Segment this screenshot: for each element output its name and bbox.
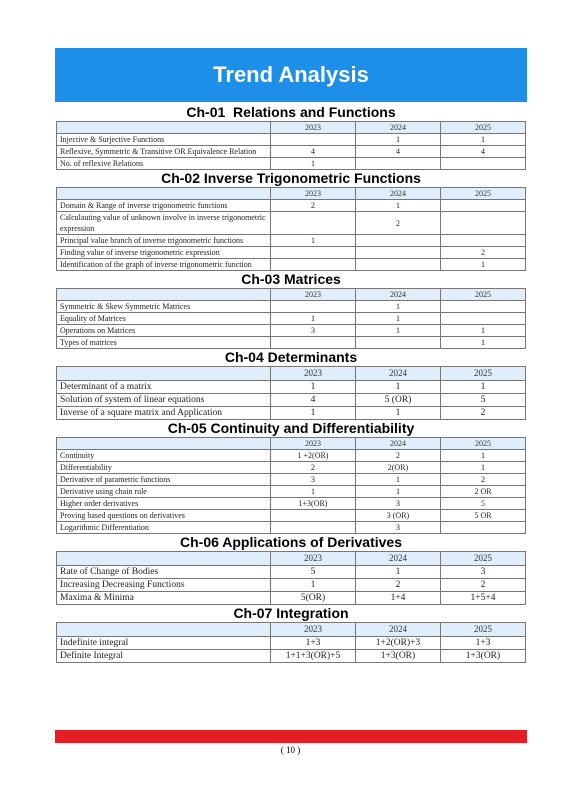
marks-cell: 1 [356, 301, 441, 313]
year-header: 2025 [441, 188, 526, 200]
marks-cell: 1+5+4 [441, 592, 526, 605]
page-number: ( 10 ) [280, 745, 301, 755]
topic-cell: Proving based questions on derivatives [57, 510, 271, 522]
table-header-row [57, 367, 526, 381]
year-header: 2023 [271, 552, 356, 566]
marks-cell: 1+3(OR) [441, 650, 526, 663]
marks-cell: 5 (OR) [356, 394, 441, 407]
topic-cell: No. of reflexive Relations [57, 158, 271, 170]
table-header-row [57, 552, 526, 566]
table-row [57, 450, 526, 462]
marks-cell [356, 337, 441, 349]
marks-cell: 1 [356, 566, 441, 579]
marks-cell: 1 [441, 337, 526, 349]
table-row [57, 200, 526, 212]
table-row [57, 462, 526, 474]
topic-cell: Reflexive, Symmetric & Transitive OR Equivalence Relation [57, 146, 271, 158]
marks-cell: 1+3 [271, 637, 356, 650]
trend-table [56, 551, 526, 605]
marks-cell: 5 OR [441, 510, 526, 522]
table-header-row [57, 122, 526, 134]
table-row [57, 146, 526, 158]
chapter-title: Ch-03 Matrices [241, 271, 341, 287]
table-row [57, 592, 526, 605]
marks-cell: 2 [441, 407, 526, 420]
footer-bar [55, 730, 527, 743]
year-header: 2023 [271, 623, 356, 637]
table-row [57, 498, 526, 510]
marks-cell: 2 [271, 462, 356, 474]
table-row [57, 650, 526, 663]
marks-cell: 2 [441, 579, 526, 592]
marks-cell [356, 247, 441, 259]
table-row [57, 325, 526, 337]
year-header: 2025 [441, 552, 526, 566]
marks-cell: 4 [271, 394, 356, 407]
year-header: 2025 [441, 289, 526, 301]
marks-cell: 1 [356, 486, 441, 498]
year-header: 2024 [356, 188, 441, 200]
marks-cell: 1 [441, 325, 526, 337]
table-row [57, 474, 526, 486]
trend-content [56, 104, 526, 663]
topic-cell: Derivative using chain rule [57, 486, 271, 498]
year-header: 2023 [271, 122, 356, 134]
marks-cell [441, 158, 526, 170]
marks-cell [271, 134, 356, 146]
topic-cell: Logarithmic Differentiation [57, 522, 271, 534]
marks-cell: 1+3(OR) [356, 650, 441, 663]
marks-cell [356, 158, 441, 170]
trend-table [56, 366, 526, 420]
marks-cell [441, 522, 526, 534]
table-row [57, 301, 526, 313]
marks-cell: 1 [271, 381, 356, 394]
marks-cell: 1 [356, 474, 441, 486]
chapter-title: Ch-04 Determinants [224, 349, 358, 365]
marks-cell: 1+1+3(OR)+5 [271, 650, 356, 663]
table-row [57, 407, 526, 420]
topic-cell: Inverse of a square matrix and Application [57, 407, 271, 420]
topic-cell: Increasing Decreasing Functions [57, 579, 271, 592]
header-blank [57, 289, 271, 301]
marks-cell: 5 [441, 498, 526, 510]
table-row [57, 313, 526, 325]
marks-cell: 1 [441, 381, 526, 394]
table-header-row [57, 623, 526, 637]
topic-cell: Differentiability [57, 462, 271, 474]
marks-cell: 1 [271, 486, 356, 498]
table-row [57, 337, 526, 349]
marks-cell: 1 [356, 313, 441, 325]
chapter-title: Ch-02 Inverse Trigonometric Functions [161, 170, 421, 186]
table-row [57, 510, 526, 522]
table-row [57, 579, 526, 592]
table-header-row [57, 289, 526, 301]
table-row [57, 134, 526, 146]
marks-cell: 1 [356, 407, 441, 420]
marks-cell: 2 [441, 247, 526, 259]
topic-cell: Equality of Matrices [57, 313, 271, 325]
marks-cell: 4 [356, 146, 441, 158]
marks-cell: 3 (OR) [356, 510, 441, 522]
table-row [57, 522, 526, 534]
year-header: 2024 [356, 289, 441, 301]
marks-cell [271, 510, 356, 522]
marks-cell: 1 [356, 200, 441, 212]
title-banner [55, 48, 527, 102]
topic-cell: Continuity [57, 450, 271, 462]
year-header: 2024 [356, 438, 441, 450]
marks-cell: 1+2(OR)+3 [356, 637, 441, 650]
marks-cell: 1+3 [441, 637, 526, 650]
marks-cell [271, 337, 356, 349]
marks-cell: 1 [441, 450, 526, 462]
topic-cell: Operations on Matrices [57, 325, 271, 337]
topic-cell: Determinant of a matrix [57, 381, 271, 394]
table-row [57, 259, 526, 271]
marks-cell [356, 259, 441, 271]
header-blank [57, 367, 271, 381]
topic-cell: Identification of the graph of inverse trigonometric function [57, 259, 271, 271]
page-title: Trend Analysis [213, 62, 369, 87]
topic-cell: Derivative of parametric functions [57, 474, 271, 486]
header-blank [57, 438, 271, 450]
topic-cell: Indefinite integral [57, 637, 271, 650]
marks-cell [271, 301, 356, 313]
header-blank [57, 623, 271, 637]
marks-cell: 1 [271, 158, 356, 170]
year-header: 2023 [271, 188, 356, 200]
year-header: 2025 [441, 367, 526, 381]
table-row [57, 381, 526, 394]
header-blank [57, 122, 271, 134]
year-header: 2023 [271, 438, 356, 450]
marks-cell [271, 247, 356, 259]
marks-cell: 1 [441, 462, 526, 474]
marks-cell: 1 [271, 313, 356, 325]
marks-cell: 5 [441, 394, 526, 407]
topic-cell: Domain & Range of inverse trigonometric functions [57, 200, 271, 212]
marks-cell: 4 [271, 146, 356, 158]
marks-cell [441, 200, 526, 212]
marks-cell: 2(OR) [356, 462, 441, 474]
marks-cell: 1 +2(OR) [271, 450, 356, 462]
table-row [57, 637, 526, 650]
marks-cell [271, 522, 356, 534]
topic-cell: Definite Integral [57, 650, 271, 663]
header-blank [57, 188, 271, 200]
marks-cell: 2 [356, 450, 441, 462]
chapter-title: Ch-05 Continuity and Differentiability [167, 420, 415, 436]
marks-cell [271, 259, 356, 271]
table-row [57, 212, 526, 235]
trend-table [56, 622, 526, 663]
topic-cell: Solution of system of linear equations [57, 394, 271, 407]
marks-cell: 3 [356, 522, 441, 534]
marks-cell: 1 [441, 134, 526, 146]
marks-cell: 1+3(OR) [271, 498, 356, 510]
marks-cell: 4 [441, 146, 526, 158]
year-header: 2023 [271, 367, 356, 381]
year-header: 2024 [356, 552, 441, 566]
trend-table [56, 121, 526, 170]
marks-cell: 2 [356, 579, 441, 592]
marks-cell: 1 [271, 407, 356, 420]
marks-cell: 2 OR [441, 486, 526, 498]
topic-cell: Rate of Change of Bodies [57, 566, 271, 579]
trend-table [56, 437, 526, 534]
year-header: 2024 [356, 122, 441, 134]
marks-cell [441, 313, 526, 325]
chapter-title: Ch-06 Applications of Derivatives [180, 534, 402, 550]
trend-table [56, 187, 526, 271]
topic-cell: Higher order derivatives [57, 498, 271, 510]
chapter-title: Ch-01 Relations and Functions [186, 104, 396, 120]
marks-cell [271, 212, 356, 235]
marks-cell: 5 [271, 566, 356, 579]
marks-cell [441, 301, 526, 313]
marks-cell: 2 [271, 200, 356, 212]
topic-cell: Maxima & Minima [57, 592, 271, 605]
marks-cell: 1 [356, 381, 441, 394]
marks-cell: 2 [356, 212, 441, 235]
table-row [57, 486, 526, 498]
marks-cell: 1 [271, 579, 356, 592]
table-row [57, 235, 526, 247]
marks-cell: 5(OR) [271, 592, 356, 605]
topic-cell: Symmetric & Skew Symmetric Matrices [57, 301, 271, 313]
table-header-row [57, 438, 526, 450]
marks-cell [441, 212, 526, 235]
year-header: 2025 [441, 438, 526, 450]
marks-cell [441, 235, 526, 247]
marks-cell: 3 [441, 566, 526, 579]
topic-cell: Injective & Surjective Functions [57, 134, 271, 146]
year-header: 2024 [356, 367, 441, 381]
topic-cell: Finding value of inverse trigonometric expression [57, 247, 271, 259]
table-row [57, 247, 526, 259]
year-header: 2025 [441, 623, 526, 637]
chapter-title: Ch-07 Integration [233, 605, 349, 621]
table-header-row [57, 188, 526, 200]
year-header: 2023 [271, 289, 356, 301]
marks-cell: 3 [271, 474, 356, 486]
marks-cell [356, 235, 441, 247]
year-header: 2025 [441, 122, 526, 134]
marks-cell: 1 [356, 325, 441, 337]
marks-cell: 1 [356, 134, 441, 146]
marks-cell: 2 [441, 474, 526, 486]
topic-cell: Types of matrices [57, 337, 271, 349]
trend-table [56, 288, 526, 349]
header-blank [57, 552, 271, 566]
marks-cell: 3 [271, 325, 356, 337]
topic-cell: Calculauting value of unknown involve in inverse trigonometric expression [57, 212, 271, 235]
marks-cell: 1 [271, 235, 356, 247]
table-row [57, 394, 526, 407]
marks-cell: 1+4 [356, 592, 441, 605]
marks-cell: 1 [441, 259, 526, 271]
topic-cell: Principal value branch of inverse trigonometric functions [57, 235, 271, 247]
table-row [57, 566, 526, 579]
marks-cell: 3 [356, 498, 441, 510]
year-header: 2024 [356, 623, 441, 637]
table-row [57, 158, 526, 170]
